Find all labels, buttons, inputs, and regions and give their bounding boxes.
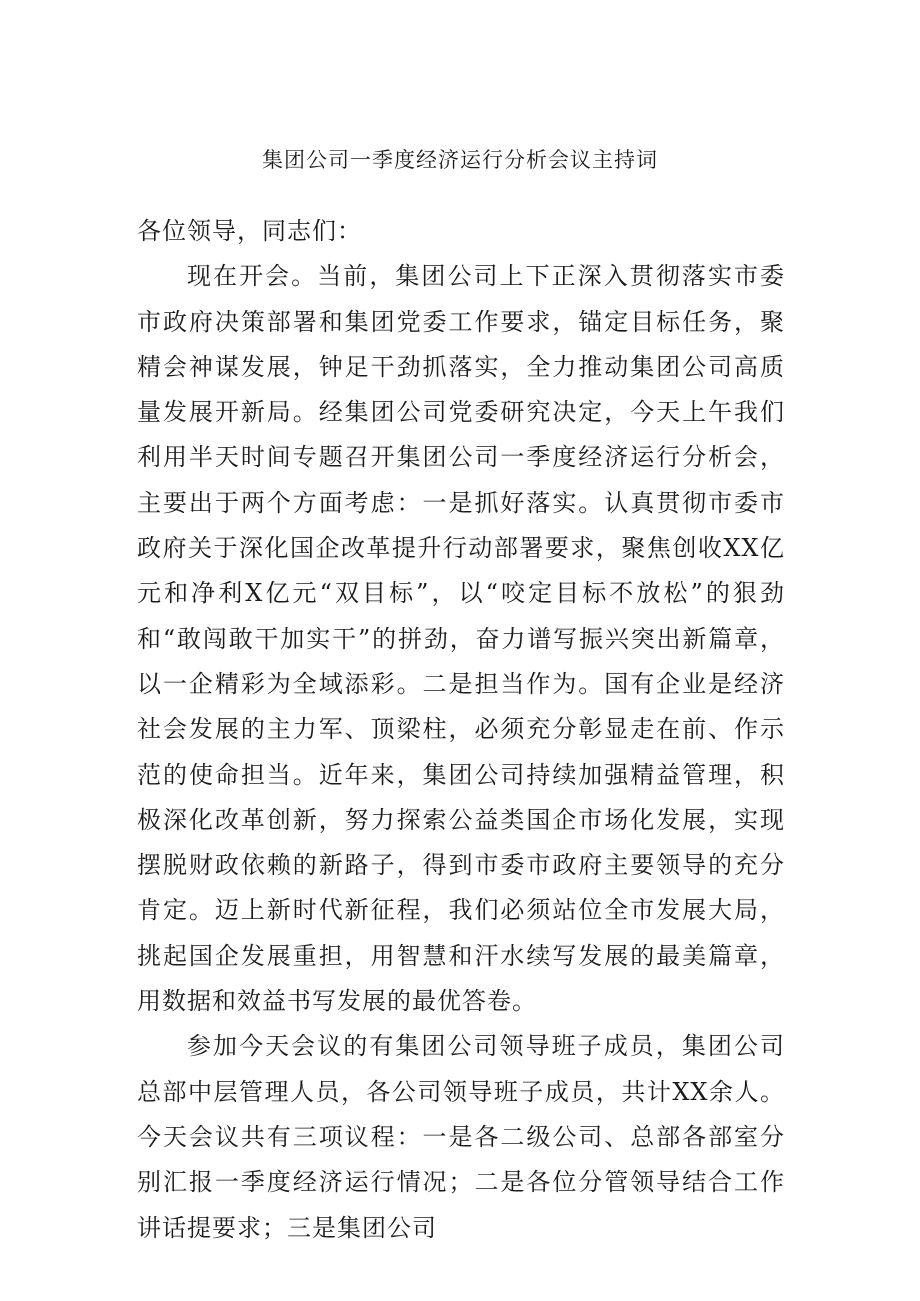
salutation: 各位领导，同志们： — [137, 217, 362, 245]
paragraph-2: 参加今天会议的有集团公司领导班子成员，集团公司总部中层管理人员，各公司领导班子成员，共计XX余人。今天会议共有三项议程：一是各二级公司、总部各部室分别汇报一季度经济运行情况；二是各位分管领导结合工作讲话提要求；三是集团公司 — [137, 1032, 785, 1242]
document-title: 集团公司一季度经济运行分析会议主持词 — [262, 148, 658, 172]
paragraph-1: 现在开会。当前，集团公司上下正深入贯彻落实市委市政府决策部署和集团党委工作要求，锚定目标任务，聚精会神谋发展，钟足干劲抓落实，全力推动集团公司高质量发展开新局。经集团公司党委研究决定，今天上午我们利用半天时间专题召开集团公司一季度经济运行分析会，主要出于两个方面考虑：一是抓好落实。认真贯彻市委市政府关于深化国企改革提升行动部署要求，聚焦创收XX亿元和净利X亿元“双目标”，以“咬定目标不放松”的狠劲和“敢闯敢干加实干”的拼劲，奋力谱写振兴突出新篇章，以一企精彩为全域添彩。二是担当作为。国有企业是经济社会发展的主力军、顶梁柱，必须充分彰显走在前、作示范的使命担当。近年来，集团公司持续加强精益管理，积极深化改革创新，努力探索公益类国企市场化发展，实现摆脱财政依赖的新路子，得到市委市政府主要领导的充分肯定。迈上新时代新征程，我们必须站位全市发展大局，挑起国企发展重担，用智慧和汗水续写发展的最美篇章，用数据和效益书写发展的最优答卷。 — [137, 262, 785, 1016]
document-body — [137, 209, 785, 1251]
